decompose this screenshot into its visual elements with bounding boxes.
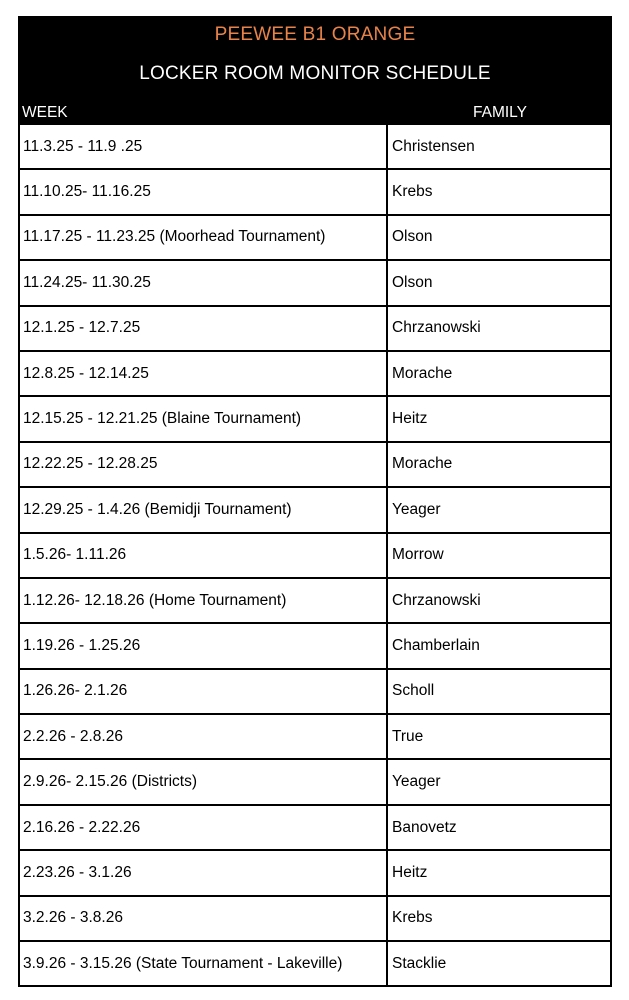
schedule-header	[18, 16, 612, 125]
week-cell: 2.2.26 - 2.8.26	[20, 715, 388, 758]
table-row	[20, 897, 610, 942]
family-cell: Yeager	[392, 773, 441, 791]
table-row	[20, 851, 610, 896]
table-row	[20, 806, 610, 851]
team-name: PEEWEE B1 ORANGE	[214, 24, 416, 45]
week-cell: 11.17.25 - 11.23.25 (Moorhead Tournament)	[20, 216, 388, 259]
week-cell: 11.10.25- 11.16.25	[20, 170, 388, 213]
family-cell: Christensen	[392, 137, 475, 155]
week-cell: 12.1.25 - 12.7.25	[20, 307, 388, 350]
week-cell: 1.5.26- 1.11.26	[20, 534, 388, 577]
family-cell: Chrzanowski	[392, 319, 481, 337]
schedule-title: LOCKER ROOM MONITOR SCHEDULE	[139, 63, 491, 84]
week-cell: 12.29.25 - 1.4.26 (Bemidji Tournament)	[20, 488, 388, 531]
table-row	[20, 579, 610, 624]
family-cell: Stacklie	[392, 954, 447, 972]
family-cell: Olson	[392, 228, 433, 246]
family-cell: Morrow	[392, 546, 444, 564]
table-row	[20, 216, 610, 261]
family-cell: Banovetz	[392, 818, 457, 836]
week-cell: 12.22.25 - 12.28.25	[20, 443, 388, 486]
table-row	[20, 760, 610, 805]
week-cell: 12.15.25 - 12.21.25 (Blaine Tournament)	[20, 397, 388, 440]
week-cell: 1.19.26 - 1.25.26	[20, 624, 388, 667]
column-header-week: WEEK	[22, 104, 68, 121]
week-cell: 11.3.25 - 11.9 .25	[20, 125, 388, 168]
family-cell: Chrzanowski	[392, 591, 481, 609]
table-row	[20, 261, 610, 306]
table-row	[20, 534, 610, 579]
family-cell: Olson	[392, 273, 433, 291]
table-row	[20, 397, 610, 442]
week-cell: 2.9.26- 2.15.26 (Districts)	[20, 760, 388, 803]
family-cell: Chamberlain	[392, 636, 480, 654]
week-cell: 2.23.26 - 3.1.26	[20, 851, 388, 894]
week-cell: 1.26.26- 2.1.26	[20, 670, 388, 713]
table-row	[20, 125, 610, 170]
week-cell: 2.16.26 - 2.22.26	[20, 806, 388, 849]
table-row	[20, 307, 610, 352]
family-cell: Krebs	[392, 183, 433, 201]
family-cell: Krebs	[392, 909, 433, 927]
family-cell: Morache	[392, 364, 453, 382]
family-cell: True	[392, 727, 424, 745]
table-row	[20, 170, 610, 215]
family-cell: Heitz	[392, 863, 428, 881]
table-row	[20, 352, 610, 397]
week-cell: 12.8.25 - 12.14.25	[20, 352, 388, 395]
column-header-family: FAMILY	[473, 104, 527, 121]
week-cell: 3.9.26 - 3.15.26 (State Tournament - Lakeville)	[20, 942, 388, 985]
week-cell: 3.2.26 - 3.8.26	[20, 897, 388, 940]
family-cell: Heitz	[392, 410, 428, 428]
table-row	[20, 942, 610, 987]
table-row	[20, 670, 610, 715]
table-row	[20, 488, 610, 533]
table-row	[20, 443, 610, 488]
schedule-table	[18, 125, 612, 987]
schedule-sheet	[18, 16, 612, 987]
family-cell: Yeager	[392, 500, 441, 518]
family-cell: Morache	[392, 455, 453, 473]
table-row	[20, 624, 610, 669]
week-cell: 11.24.25- 11.30.25	[20, 261, 388, 304]
week-cell: 1.12.26- 12.18.26 (Home Tournament)	[20, 579, 388, 622]
table-row	[20, 715, 610, 760]
family-cell: Scholl	[392, 682, 435, 700]
